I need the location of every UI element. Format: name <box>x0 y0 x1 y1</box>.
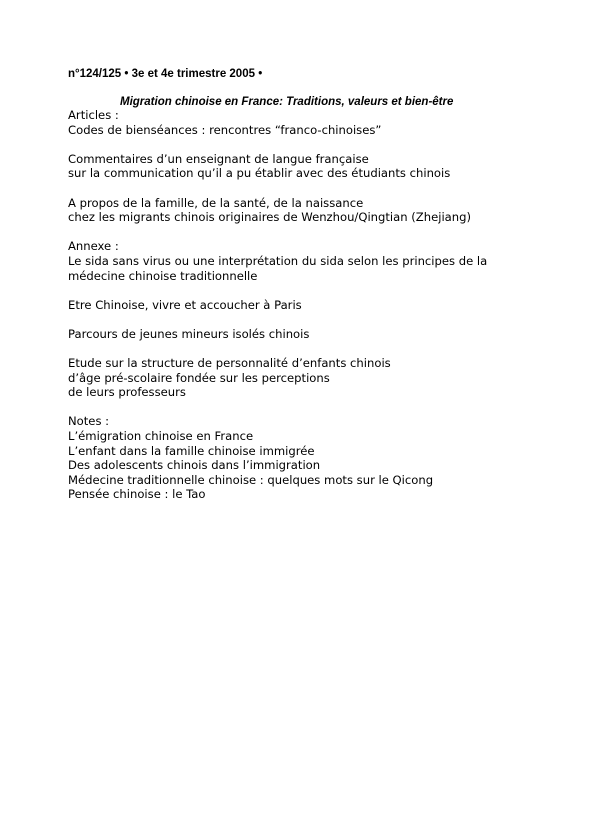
spacer <box>68 312 538 327</box>
annexe-line-2: médecine chinoise traditionnelle <box>68 268 258 283</box>
article-famille-line-1: A propos de la famille, de la santé, de la naissance <box>68 195 364 210</box>
article-commentaires-line-2: sur la communication qu’il a pu établir avec des étudiants chinois <box>68 166 451 181</box>
note-item: Médecine traditionnelle chinoise : quelques mots sur le Qicong <box>68 472 434 487</box>
spacer <box>68 400 538 415</box>
spacer <box>68 283 538 298</box>
issue-line: n°124/125 • 3e et 4e trimestre 2005 • <box>68 68 263 80</box>
article-etude-line-1: Etude sur la structure de personnalité d’enfants chinois <box>68 356 391 371</box>
note-item: L’enfant dans la famille chinoise immigrée <box>68 443 315 458</box>
spacer <box>68 137 538 152</box>
note-item: L’émigration chinoise en France <box>68 429 254 444</box>
issue-theme-title: Migration chinoise en France: Traditions, valeurs et bien-être <box>120 96 454 108</box>
article-etre-chinoise: Etre Chinoise, vivre et accoucher à Paris <box>68 297 302 312</box>
spacer <box>68 342 538 357</box>
annexe-heading: Annexe : <box>68 239 119 254</box>
note-item: Pensée chinoise : le Tao <box>68 487 206 502</box>
article-etude-line-2: d’âge pré-scolaire fondée sur les perceptions <box>68 370 330 385</box>
article-commentaires-line-1: Commentaires d’un enseignant de langue française <box>68 151 369 166</box>
notes-heading: Notes : <box>68 414 110 429</box>
table-of-contents <box>68 108 538 502</box>
article-codes-bienseances: Codes de bienséances : rencontres “franco-chinoises” <box>68 122 382 137</box>
articles-heading: Articles : <box>68 108 119 122</box>
annexe-line-1: Le sida sans virus ou une interprétation du sida selon les principes de la <box>68 253 488 268</box>
article-etude-line-3: de leurs professeurs <box>68 385 186 400</box>
spacer <box>68 225 538 240</box>
spacer <box>68 181 538 196</box>
article-parcours-mineurs: Parcours de jeunes mineurs isolés chinois <box>68 326 310 341</box>
article-famille-line-2: chez les migrants chinois originaires de Wenzhou/Qingtian (Zhejiang) <box>68 210 472 225</box>
note-item: Des adolescents chinois dans l’immigration <box>68 458 321 473</box>
